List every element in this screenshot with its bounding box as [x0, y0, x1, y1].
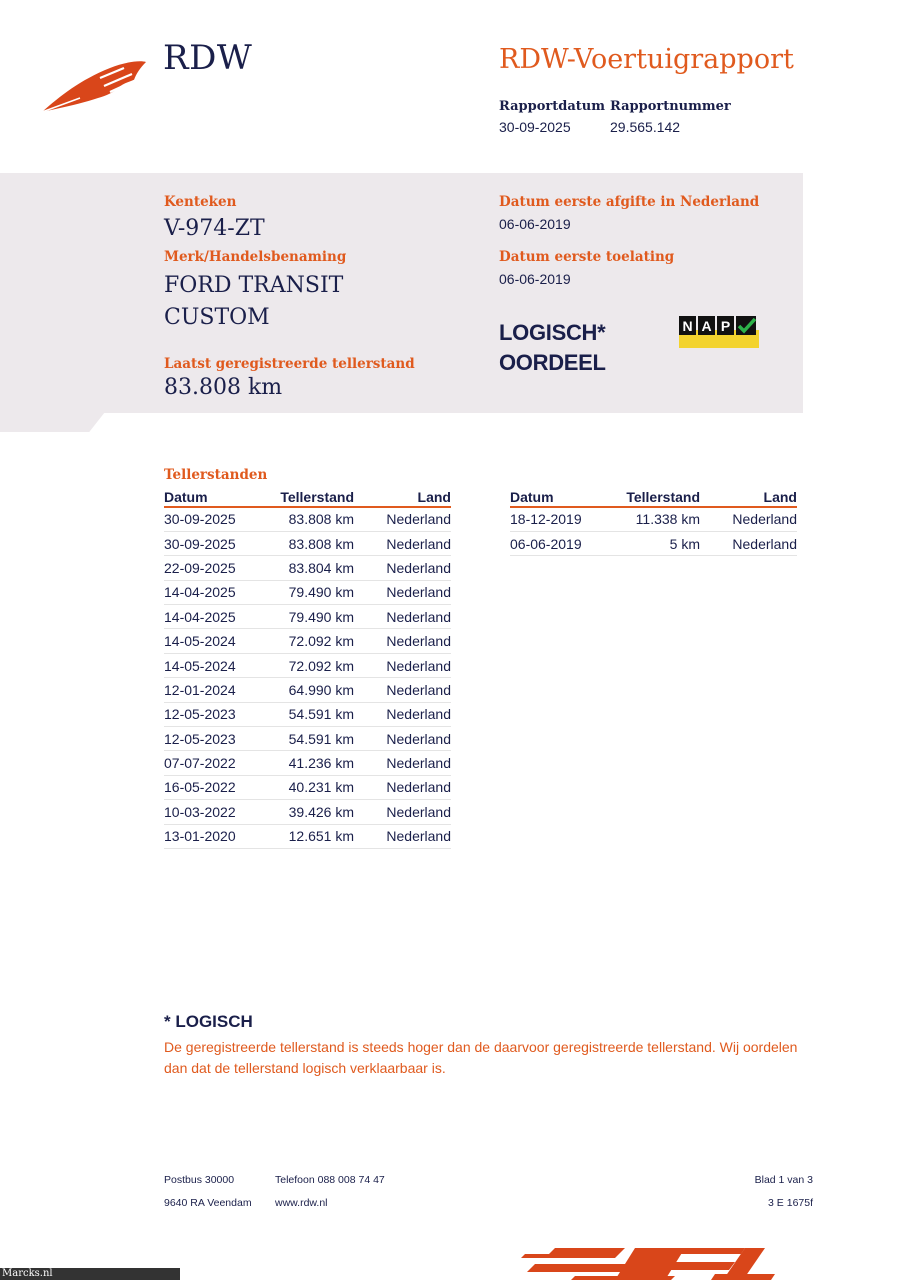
reading-country: Nederland	[354, 556, 451, 580]
table-row	[164, 556, 451, 580]
table-row	[164, 531, 451, 555]
footer-postbus: Postbus 30000	[164, 1174, 235, 1186]
first-issue-nl-value: 06-06-2019	[499, 216, 571, 232]
first-admission-label: Datum eerste toelating	[499, 249, 675, 265]
reading-country: Nederland	[354, 824, 451, 848]
reading-value: 39.426 km	[264, 800, 354, 824]
table-row	[164, 727, 451, 751]
make-value-line2: CUSTOM	[164, 305, 270, 330]
rdw-feather-logo-icon	[40, 58, 150, 114]
readings-table-right	[510, 487, 797, 556]
reading-country: Nederland	[354, 800, 451, 824]
reading-date: 14-05-2024	[164, 629, 264, 653]
reading-country: Nederland	[354, 727, 451, 751]
table-row	[164, 775, 451, 799]
reading-country: Nederland	[700, 531, 797, 555]
nap-check-logo-icon	[679, 316, 759, 348]
footer-city: 9640 RA Veendam	[164, 1197, 252, 1209]
reading-value: 12.651 km	[264, 824, 354, 848]
reading-date: 14-04-2025	[164, 605, 264, 629]
table-row	[164, 678, 451, 702]
reading-value: 83.804 km	[264, 556, 354, 580]
footnote-heading: * LOGISCH	[164, 1012, 253, 1031]
table-row	[164, 702, 451, 726]
column-header-reading: Tellerstand	[610, 487, 700, 507]
footer-code: 3 E 1675f	[768, 1197, 813, 1209]
table-row	[164, 824, 451, 848]
report-date-value: 30-09-2025	[499, 119, 571, 135]
first-admission-value: 06-06-2019	[499, 271, 571, 287]
reading-value: 5 km	[610, 531, 700, 555]
reading-value: 72.092 km	[264, 653, 354, 677]
reading-date: 10-03-2022	[164, 800, 264, 824]
nap-letter: A	[701, 318, 712, 334]
reading-date: 12-05-2023	[164, 727, 264, 751]
table-row	[164, 653, 451, 677]
reading-value: 83.808 km	[264, 531, 354, 555]
reading-country: Nederland	[354, 531, 451, 555]
plate-value: V-974-ZT	[164, 216, 265, 241]
reading-date: 12-05-2023	[164, 702, 264, 726]
reading-value: 54.591 km	[264, 727, 354, 751]
column-header-date: Datum	[510, 487, 610, 507]
table-row	[164, 751, 451, 775]
table-row	[510, 507, 797, 531]
table-row	[164, 605, 451, 629]
reading-country: Nederland	[354, 751, 451, 775]
reading-country: Nederland	[354, 629, 451, 653]
report-title: RDW-Voertuigrapport	[499, 44, 794, 75]
reading-date: 30-09-2025	[164, 531, 264, 555]
report-number-value: 29.565.142	[610, 119, 681, 135]
column-header-country: Land	[354, 487, 451, 507]
reading-country: Nederland	[354, 580, 451, 604]
column-header-reading: Tellerstand	[264, 487, 354, 507]
reading-value: 40.231 km	[264, 775, 354, 799]
column-header-date: Datum	[164, 487, 264, 507]
reading-value: 41.236 km	[264, 751, 354, 775]
table-row	[164, 800, 451, 824]
reading-date: 18-12-2019	[510, 507, 610, 531]
footer-page-number: Blad 1 van 3	[754, 1174, 813, 1186]
verdict-line1: LOGISCH*	[499, 320, 606, 345]
reading-date: 22-09-2025	[164, 556, 264, 580]
nap-letter: N	[682, 318, 693, 334]
plate-label: Kenteken	[164, 194, 237, 210]
reading-date: 13-01-2020	[164, 824, 264, 848]
reading-country: Nederland	[354, 775, 451, 799]
watermark-text: Marcks.nl	[0, 1268, 180, 1280]
reading-value: 83.808 km	[264, 507, 354, 531]
reading-country: Nederland	[354, 702, 451, 726]
footnote-text: De geregistreerde tellerstand is steeds hoger dan de daarvoor geregistreerde tellerstand. Wij oordelen dan dat de tellerstand logisch verklaarbaar is.	[164, 1039, 798, 1076]
reading-value: 54.591 km	[264, 702, 354, 726]
reading-country: Nederland	[354, 653, 451, 677]
odometer-label: Laatst geregistreerde tellerstand	[164, 356, 415, 372]
reading-country: Nederland	[354, 507, 451, 531]
reading-date: 16-05-2022	[164, 775, 264, 799]
footer-phone: Telefoon 088 008 74 47	[275, 1174, 385, 1186]
reading-country: Nederland	[354, 678, 451, 702]
reading-date: 30-09-2025	[164, 507, 264, 531]
odometer-value: 83.808 km	[164, 375, 283, 400]
table-row	[510, 531, 797, 555]
table-row	[164, 507, 451, 531]
reading-country: Nederland	[354, 605, 451, 629]
readings-table-left	[164, 487, 451, 849]
footer-website-link[interactable]: www.rdw.nl	[275, 1197, 328, 1209]
nap-letter: P	[720, 318, 731, 334]
make-value-line1: FORD TRANSIT	[164, 273, 344, 298]
make-label: Merk/Handelsbenaming	[164, 249, 347, 265]
first-issue-nl-label: Datum eerste afgifte in Nederland	[499, 194, 760, 210]
table-row	[164, 629, 451, 653]
reading-country: Nederland	[700, 507, 797, 531]
readings-title: Tellerstanden	[164, 467, 268, 483]
logo-text: RDW	[163, 38, 253, 78]
report-date-label: Rapportdatum	[499, 99, 605, 114]
rdw-stripes-decoration-icon	[515, 1244, 904, 1280]
table-row	[164, 580, 451, 604]
reading-value: 79.490 km	[264, 605, 354, 629]
reading-date: 14-04-2025	[164, 580, 264, 604]
reading-value: 64.990 km	[264, 678, 354, 702]
reading-date: 07-07-2022	[164, 751, 264, 775]
column-header-country: Land	[700, 487, 797, 507]
report-number-label: Rapportnummer	[610, 99, 731, 114]
reading-value: 72.092 km	[264, 629, 354, 653]
panel-tail-decoration	[0, 412, 105, 432]
reading-value: 11.338 km	[610, 507, 700, 531]
reading-value: 79.490 km	[264, 580, 354, 604]
verdict-line2: OORDEEL	[499, 350, 606, 375]
reading-date: 06-06-2019	[510, 531, 610, 555]
reading-date: 14-05-2024	[164, 653, 264, 677]
reading-date: 12-01-2024	[164, 678, 264, 702]
